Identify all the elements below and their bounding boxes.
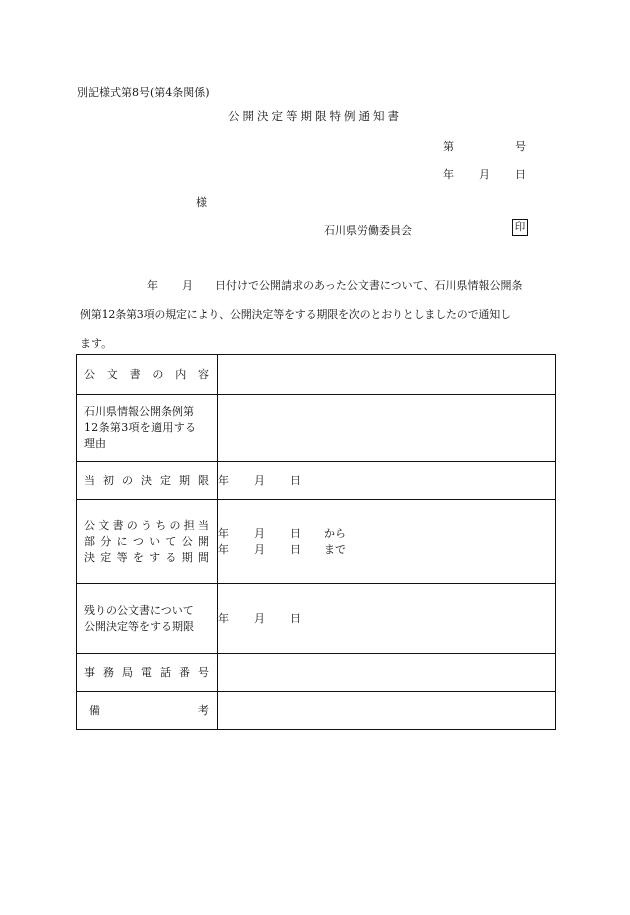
- label-char: 担: [183, 518, 195, 532]
- label-char: 務: [103, 665, 114, 679]
- remarks-value: [218, 692, 556, 730]
- label-char: る: [165, 550, 177, 564]
- partial-period-label: [77, 500, 218, 584]
- initial-deadline-value: [218, 462, 556, 500]
- remarks-label-char-1: 備: [89, 703, 100, 717]
- table-row: [77, 654, 556, 692]
- content-label: [77, 355, 218, 395]
- office-phone-label: [77, 654, 218, 692]
- office-phone-value: [218, 654, 556, 692]
- body-line-1-text: 日付けで公開請求のあった公文書について、石川県情報公開条: [215, 279, 523, 292]
- remaining-deadline-label-line-2: 公開決定等をする期限: [84, 619, 194, 633]
- body-month: 月: [182, 279, 193, 292]
- period-from-label: から: [324, 526, 346, 540]
- period-from-year: 年: [218, 526, 229, 540]
- label-char: の: [126, 518, 138, 532]
- document-title: 公開決定等期限特例通知書: [228, 109, 402, 123]
- label-char: 電: [141, 665, 152, 679]
- form-identifier: 別記様式第8号(第4条関係): [77, 86, 210, 99]
- remaining-deadline-label: [77, 584, 218, 654]
- body-line-2: 例第12条第3項の規定により、公開決定等をする期限を次のとおりとしましたので通知し: [80, 308, 511, 321]
- label-char: 公: [181, 534, 193, 548]
- label-char: の: [122, 473, 133, 487]
- label-char: 文: [106, 367, 118, 381]
- remaining-deadline-label-line-1: 残りの公文書について: [84, 603, 194, 617]
- seal-mark: 印: [512, 219, 528, 236]
- label-char: 限: [198, 473, 209, 487]
- label-char: 間: [197, 550, 209, 564]
- initial-deadline-day: 日: [290, 473, 301, 487]
- label-char: 部: [84, 534, 95, 548]
- period-from-month: 月: [254, 526, 265, 540]
- label-char: 当: [198, 518, 209, 532]
- label-char: 話: [160, 665, 171, 679]
- label-char: 公: [84, 367, 95, 381]
- label-char: 決: [84, 550, 95, 564]
- partial-period-value: [218, 500, 556, 584]
- label-char: 分: [100, 534, 112, 548]
- period-to-year: 年: [218, 542, 229, 556]
- label-char: 決: [141, 473, 152, 487]
- label-char: 期: [179, 473, 190, 487]
- issue-date-day: 日: [515, 168, 526, 181]
- label-char: ち: [155, 518, 167, 532]
- label-char: 定: [160, 473, 171, 487]
- period-to-day: 日: [290, 542, 301, 556]
- table-row: [77, 355, 556, 395]
- remaining-deadline-month: 月: [254, 611, 265, 625]
- label-char: 等: [116, 550, 128, 564]
- body-line-3: ます。: [80, 337, 113, 350]
- label-char: つ: [132, 534, 144, 548]
- body-year: 年: [147, 279, 158, 292]
- table-row: [77, 584, 556, 654]
- label-char: て: [165, 534, 177, 548]
- label-char: 書: [129, 367, 141, 381]
- table-row: [77, 692, 556, 730]
- reason-label: [77, 395, 218, 462]
- remaining-deadline-value: [218, 584, 556, 654]
- reason-label-line-1: 石川県情報公開条例第: [84, 405, 194, 418]
- label-char: 書: [112, 518, 124, 532]
- label-char: の: [169, 518, 181, 532]
- label-char: す: [149, 550, 161, 564]
- content-label-text: [84, 367, 217, 383]
- remaining-deadline-day: 日: [290, 611, 301, 625]
- label-char: 号: [198, 665, 209, 679]
- label-char: 局: [122, 665, 133, 679]
- remaining-deadline-year: 年: [218, 611, 229, 625]
- label-char: 容: [197, 367, 209, 381]
- label-char: う: [141, 518, 152, 532]
- remarks-label: [77, 692, 218, 730]
- partial-period-label-line-3: [84, 550, 217, 566]
- label-char: を: [132, 550, 144, 564]
- table-row: [77, 500, 556, 584]
- label-char: の: [152, 367, 164, 381]
- office-phone-label-text: [84, 665, 217, 681]
- label-char: い: [149, 534, 161, 548]
- label-char: 初: [103, 473, 114, 487]
- issuer-name: 石川県労働委員会: [324, 224, 412, 237]
- reason-value: [218, 395, 556, 462]
- notice-body: [80, 271, 560, 358]
- document-number-suffix: 号: [515, 140, 526, 153]
- partial-period-label-line-2: [84, 534, 217, 550]
- content-value: [218, 355, 556, 395]
- notice-details-table: [76, 354, 556, 730]
- label-char: 文: [98, 518, 110, 532]
- table-row: [77, 462, 556, 500]
- label-char: 開: [197, 534, 209, 548]
- label-char: 番: [179, 665, 190, 679]
- label-char: 事: [84, 665, 95, 679]
- reason-label-line-2: 12条第3項を適用する: [84, 421, 197, 434]
- issue-date-month: 月: [479, 168, 490, 181]
- initial-deadline-year: 年: [218, 473, 229, 487]
- label-char: 当: [84, 473, 95, 487]
- document-number-prefix: 第: [443, 140, 454, 153]
- label-char: 内: [175, 367, 187, 381]
- label-char: 定: [100, 550, 112, 564]
- body-line-1: [80, 271, 560, 300]
- remarks-label-char-2: 考: [198, 703, 209, 717]
- period-to-label: まで: [324, 542, 346, 556]
- period-to-month: 月: [254, 542, 265, 556]
- label-char: 期: [181, 550, 193, 564]
- initial-deadline-month: 月: [254, 473, 265, 487]
- partial-period-label-line-1: [84, 518, 217, 534]
- period-from-day: 日: [290, 526, 301, 540]
- table-row: [77, 395, 556, 462]
- label-char: 公: [84, 518, 95, 532]
- label-char: に: [116, 534, 128, 548]
- issue-date-year: 年: [443, 168, 454, 181]
- reason-label-line-3: 理由: [84, 437, 106, 450]
- initial-deadline-label: [77, 462, 218, 500]
- initial-deadline-label-text: [84, 473, 217, 489]
- addressee-suffix: 様: [196, 196, 207, 209]
